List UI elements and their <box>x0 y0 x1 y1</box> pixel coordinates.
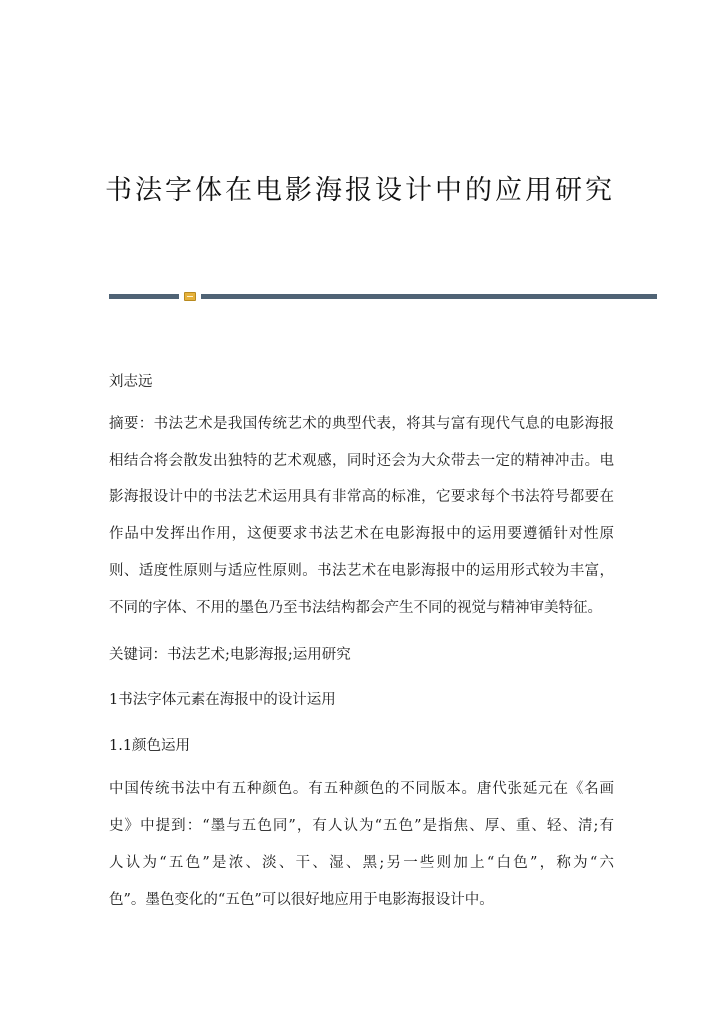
divider-bar-left <box>109 294 179 299</box>
body-line: 色”。墨色变化的“五色”可以很好地应用于电影海报设计中。 <box>109 892 494 908</box>
title-divider <box>109 292 657 300</box>
body-line: 中国传统书法中有五种颜色。有五种颜色的不同版本。唐代张延元在《名画 <box>109 781 614 797</box>
abstract-line: 不同的字体、不用的墨色乃至书法结构都会产生不同的视觉与精神审美特征。 <box>109 600 602 616</box>
section-heading: 1书法字体元素在海报中的设计运用 <box>109 692 336 708</box>
subsection-heading: 1.1颜色运用 <box>109 738 191 754</box>
abstract-line: 则、适度性原则与适应性原则。书法艺术在电影海报中的运用形式较为丰富， <box>109 563 614 579</box>
document-title: 书法字体在电影海报设计中的应用研究 <box>105 175 615 206</box>
abstract-line: 摘要：书法艺术是我国传统艺术的典型代表，将其与富有现代气息的电影海报 <box>109 416 614 432</box>
divider-bar-right <box>201 294 657 299</box>
author-name: 刘志远 <box>109 374 153 390</box>
abstract-line: 相结合将会散发出独特的艺术观感，同时还会为大众带去一定的精神冲击。电 <box>109 453 614 469</box>
keywords: 关键词：书法艺术;电影海报;运用研究 <box>109 647 351 663</box>
pencil-icon <box>184 292 196 301</box>
abstract-line: 影海报设计中的书法艺术运用具有非常高的标准，它要求每个书法符号都要在 <box>109 489 614 505</box>
abstract-line: 作品中发挥出作用，这便要求书法艺术在电影海报中的运用要遵循针对性原 <box>109 526 614 542</box>
body-line: 史》中提到：“墨与五色同”，有人认为“五色”是指焦、厚、重、轻、清;有 <box>109 818 614 834</box>
body-line: 人认为“五色”是浓、淡、干、湿、黑;另一些则加上“白色”，称为“六 <box>109 855 614 871</box>
